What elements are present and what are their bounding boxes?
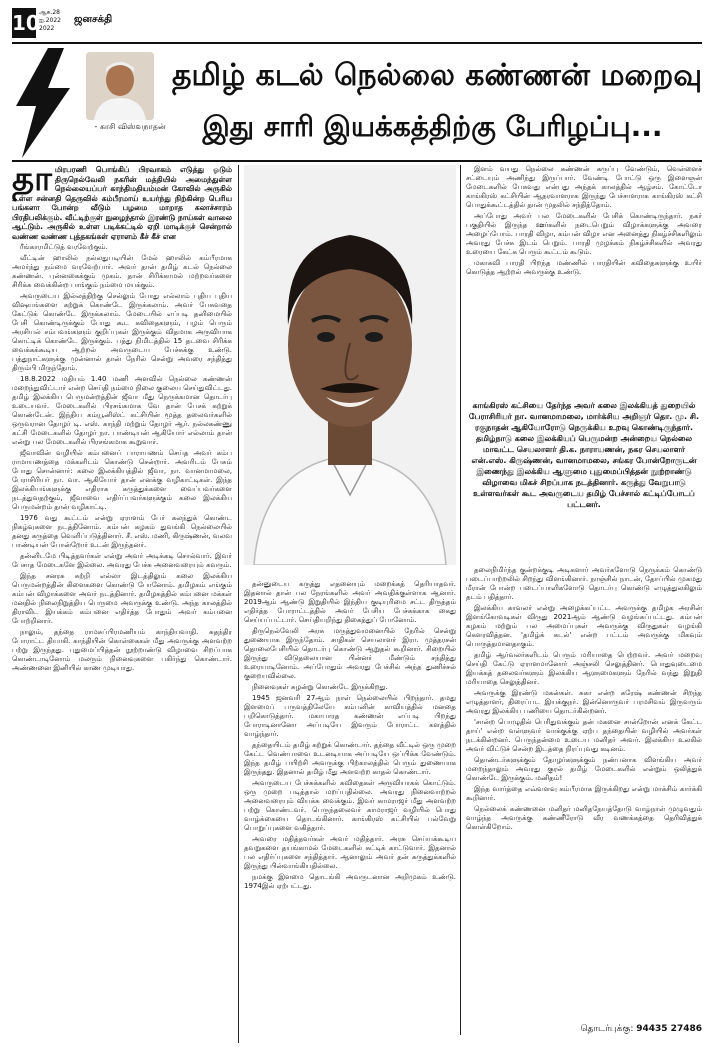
paragraph: நினைவுகள் சுழன்று கொண்டே இருக்கிறது. [252, 683, 388, 691]
contact-label: தொடர்புக்கு: [580, 1024, 634, 1034]
paragraph: நாலும், தந்தை ராமசுப்பிரமணியம் காந்தியவாதி. சுதந்திர போராட்ட தியாகி. காந்தியின் கொள்கைகள் மீது அவருக்கு அளவற்ற பற்று இருந்தது. புதுமைப்பித்தன் நூற்றாண்டு விழாவை சிறப்பாக கொண்டாடினோம் மலரும் நினைவுகளை பகிர்ந்து கொண்டார். அண்ணனை இனியில் காண முடியாது. [12, 628, 232, 672]
paragraph: அவருக்கு இரண்டு மகன்கள். சுகா என்ற சுரேஷ் கண்ணன் சிறந்த எழுத்தாளர், திரைப்பட இயக்குநர். இன்னொருவர் பரமசிவம் இருவரும் அவரது இலக்கிய பணியை தொடர்கின்றனர். [466, 689, 702, 715]
paragraph: தன்னுடைய கருத்து எதனையும் மறைக்கத் தெரியாதவர். இதனால் தான் பல நேரங்களில் அவர் அவதிக்குள்ளாக ஆனார். 2019ஆம் ஆண்டு இறுதியில் இந்திய குடியுரிமை சட்ட திருத்தம் எதிர்த்த போராட்டத்தில் அவர் பேசிய பேச்சுக்காக கைது செய்யப்பட்டார். செய்தியறிந்து திகைத்துப் போனோம். [244, 580, 456, 624]
portrait-photo [244, 165, 456, 565]
paragraph: இளம் வயது நெல்லை கண்ணன் கருப்பு வேண்டும், வெள்ளைச் சட்டையும் அணிந்து இருப்பார். வேண்டி போட்டு ஒரு இளைஞன் மேடைகளில் பேசுவது என்பது அந்தக் காலத்தில் ஆழ்சம். கோட்டோ காங்கிரஸ் கட்சியின் ஆதரவாளராக இருந்து பேச்சாளராக காங்கிரஸ் கட்சி பொதுக்கூட்டத்தில் தான் முதலில் சந்தித்தோம். [466, 165, 702, 209]
paragraph: தந்தையிடம் தமிழ் கற்றுக் கொண்டார். தந்தை வீட்டில் ஒரு முறை கேட்ட வெண்பாவை உடனடியாக அப்படியே ஒப்பிக்க வேண்டும். இந்த தமிழ் பயிற்சி அவருக்கு பிற்காலத்தில் பெரும் துணையாக இருந்தது. இதனால் தமிழ் மீது அளவற்ற காதல் கொண்டார். [244, 741, 456, 776]
paragraph: இந்த வார்த்தை எவ்வளவு கம்பீரமாக இருக்கிறது என்று மாக்சிம் கார்க்கி கூறினார். [466, 785, 702, 802]
article-column-3-bottom [466, 566, 702, 1020]
paragraph: திருநெல்வேலி அரசு மருத்துவமனையில் நேரில் சென்று துணையாக இருந்தோம். சாதிகள் செயலாளர் இரா. முத்தரசன் தொலைபேசியில் தொடர்பு கொண்டு ஆறுதல் கூறினார். சிறையில் இருந்து விடுதலையான பின்னர் மீண்டும் சந்தித்து உரையாடினோம். அப்போதும் அவரது பேச்சில் அந்த துணிச்சல் குறையவில்லை. [244, 627, 456, 680]
paragraph: நமக்கு இளமை தொடங்கி அவருடனான அறிமுகம் உண்டு. 1974இல் ஏற்பட்டது. [244, 873, 456, 890]
paragraph: தமிழ் ஆர்வலர்களிடம் பெரும் மரியாதை பெற்றவர். அவர் மறைவு செய்தி கேட்டு ஏராளமானோர் அஞ்சலி செலுத்தினர். பொதுவுடைமை இயக்கத் தலைவர்களும் இலக்கிய ஆளுமைகளும் நேரில் வந்து இறுதி மரியாதை செலுத்தினர். [466, 651, 702, 686]
paragraph: நெல்லைக் கண்ணனை மனிதர் மனிதநேயத்தோடு வாழ்நாள் முழுவதும் வாழ்ந்த அவருக்கு கண்ணீரோடு வீர வணக்கத்தை தெரிவித்துக் கொள்கிறோம். [466, 805, 702, 831]
column-divider [238, 165, 239, 1043]
paragraph: இந்த சனரசு சுற்றி எல்லா இடத்திலும் கலை இலக்கிய பெருமன்றத்தின் கிளைகளை கொண்டு போனோம். தமிழகம் எங்கும் கம்பன் விழாக்களை அவர் நடத்தினார். தமிழகத்தில் கம்பனை மக்கள் மனதில் நிலைநிறுத்திய பெருமை அவருக்கு உண்டு. அந்த காலத்தில் திராவிட இயக்கம் கம்பனை எதிர்த்த போதும் அவர் கம்பனை போற்றினார். [12, 572, 232, 625]
article-column-2 [244, 580, 456, 1035]
paragraph: வீட்டின் ஹாலில் நல்லதுபடியின் மேல் ஹாலில் கம்பீரமாக அமர்ந்து நம்மை வரவேற்பார். அவர் தான் தமிழ் கடல் நெல்லை கண்ணன். புன்னகைக்கும் முகம். தான் சிரிக்காமல் மற்றவர்களை சிரிக்க வைக்கின்ற பாங்கும் நம்மை மயக்கும். [12, 254, 232, 289]
paragraph: அப்போது அவர் பல மேடைகளில் பேசிக் கொண்டிருந்தார். நகர் பகுதியில் இருந்த ஊர்களில் நடைபெறும் விழாக்களுக்கு அவரை அழைப்போம். பாரதி விழா, கம்பன் விழா என அனைத்து நிகழ்ச்சிகளிலும் அவரது பேச்சு இடம் பெறும். பாரதி முழக்கம் நிகழ்ச்சிகளில் அவரது உரையை கேட்க பெரும் கூட்டம் கூடும். [466, 212, 702, 256]
pull-quote: காங்கிரஸ் கட்சியை தேர்ந்த அவர் கலை இலக்கியத் துறையில் பேராசிரியர் நா. வானமாமலை, மார்க்சிய அறிஞர் தொ. மு. சி. ரகுநாதன் ஆகியோரோடு நெருக்கிய உறவு கொண்டிருந்தார். தமிழ்நாடு கலை இலக்கியப் பெருமன்ற அன்றைய நெல்லை மாவட்ட செயலாளர் தி.க. நாராயணன், நகர செயலாளர் என்.எஸ். கிருஷ்ணன், வானமாமலை, சங்கர போன்றோருடன் இணைந்து இலக்கிய ஆளுமை புதுமைப்பித்தன் நூற்றாண்டு விழாவை மிகச் சிறப்பாக நடத்தினார். கருத்து வேறுபாடு உள்ளவர்கள் கூட அவருடைய தமிழ் பேச்சால் கட்டிப்போடப் பட்டனர். [468, 401, 700, 509]
lead-paragraph: தாமிரபரணி பொங்கிப் பிரவாகம் எடுத்து ஓடும் திருநெல்வேலி நகரின் மத்தியில் அமைந்துள்ள நெல்லையப்பர் காந்திமதியம்மன் கோவில் அருகில் உள்ள சன்னதி தெருவில் கம்பீரமாய் உயர்ந்து நிற்கின்ற பெரிய பங்களா போன்ற வீடும் பழமை மாறாத கலாச்சாரம் பிரதிபலிக்கும். வீட்டிற்குள் நுழைந்தால் இரண்டு நாய்கள் வாலை ஆட்டும். அருகில் உள்ள படிக்கட்டில் ஏறி மாடிக்குச் சென்றால் வண்ண வண்ண புத்தகங்கள் ஏராளம் கீச் கீச் என [12, 165, 232, 241]
paragraph: அவருடைய பேச்சுக்களில் கவிதைகள் அருவியாகக் கொட்டும். ஒரு முறை படித்தால் மறப்பதில்லை. அவரது நினைவாற்றல் அனைவரையும் வியக்க வைக்கும். இவர் காமராஜர் மீது அளவற்ற பற்று கொண்டவர். பெருந்தலைவர் காமராஜர் வழியில் பொது வாழ்க்கையை தொடங்கினார். காங்கிரஸ் கட்சியில் பல்வேறு பொறுப்புகளை வகித்தார். [244, 779, 456, 832]
author-caption: - காசி விஸ்வநாதன் [94, 122, 166, 131]
paragraph: தொண்டர்களுக்கும் தோழர்களுக்கும் நண்பனாக விளங்கிய அவர் மறைந்தாலும் அவரது குரல் தமிழ் மேடைகளில் என்றும் ஒலித்துக் கொண்டே இருக்கும். மனிதம்! [466, 756, 702, 782]
headline-line2: இது சாரி இயக்கத்திற்கு பேரிழப்பு... [202, 110, 663, 143]
article-column-3-top [466, 165, 702, 397]
paragraph: 1945 ஜனவரி 27ஆம் நாள் நெல்லையில் பிறந்தார். தமது இளமைப் பருவத்திலேயே கம்பனின் காவியத்தில் மனதை பறிகொடுத்தார். மகாபாரத கண்ணன் எப்படி பிறந்து போராடினானோ அப்படியே இவரும் போராட்ட களத்தில் வாழ்ந்தார். [244, 694, 456, 738]
paragraph: தலைநிமிர்ந்த குன்றக்குடி அடிகளார் அவர்களோடு நெருக்கம் கொண்டு படைப்பாற்றலில் சிறந்து விளங்கினார். நாஞ்சில் நாடன், தோப்பில் முகமது மீரான் போன்ற படைப்பாளிகளோடு தொடர்பு கொண்டு எழுத்துலகிலும் தடம் பதித்தார். [466, 566, 702, 601]
author-photo [86, 52, 154, 120]
masthead-rule [12, 42, 702, 44]
paragraph: 18.8.2022 மதியம் 1.40 மணி அளவில் நெல்லை கண்ணன் மறைந்துவிட்டார் என்ற செய்தி நம்மை நிலை குலைய செய்துவிட்டது. தமிழ் இலக்கிய பெருமன்றத்தின் ஜீவா மீது நெருக்கமான தொடர்பு உடையவர். மேடைகளில் பிரசங்கமாக வே தான் பேசக் கற்றுக் கொண்டேன். இந்திய கம்யூனிஸ்ட் கட்சியின் மூத்த தலைவர்களில் ஒருவரான தோழர் டி. எஸ். காந்தி மற்றும் தோழர் ஆர். நல்லகண்ணு கட்சி மேடைகளில் தோழர் நா. பாண்டியன் ஆகியோர் எல்லாம் தான் என்று பல மேடைகளில் பிரசங்கமாக கூறுவார். [12, 375, 232, 446]
paragraph: அவரை மதித்தவர்கள் அவர் மதித்தார். அரசு செய்யக்கூடிய தவறுகளை தயங்காமல் மேடைகளில் சுட்டிக் காட்டுவார். இதனால் பல எதிர்ப்புகளை சந்தித்தார். ஆனாலும் அவர் தன் கருத்துக்களில் இருந்து பின்வாங்கியதில்லை. [244, 835, 456, 870]
paragraph: 'சான்ற பொழுதில் பெரிதுவக்கும் தன் மகனை சான்றோன் எனக் கேட்ட தாய்' என்ற வள்ளுவர் வாக்குக்கு ஏற்ப தந்தையின் வழியில் அவர்கள் நடக்கின்றனர். பெருந்தன்மை உடைய மனிதர் அவர். இலக்கிய உலகில் அவர் விட்டுச் சென்ற இடத்தை நிரப்புவது கடினம். [466, 718, 702, 753]
paragraph: இலக்கிய காவலர் என்று அழைக்கப்பட்ட அவருக்கு தமிழக அரசின் இளங்கோவடிகள் விருது 2021ஆம் ஆண்டு வழங்கப்பட்டது. கம்பன் கழகம் மற்றும் பல அமைப்புகள் அவருக்கு விருதுகள் வழங்கி கௌரவித்தன. 'தமிழ்க் கடல்' என்ற பட்டம் அவருக்கு மிகவும் பொருத்தமானதாகும். [466, 604, 702, 648]
lightning-bolt-icon [8, 48, 78, 158]
paragraph: 1976 வது கூட்டம் என்று ஏராளம் பேர் கலந்துக் கொண்ட நிகழ்வுகளை நடத்தினோம். கம்பன் கழகம் துவங்கி நெல்லையில் தனது கருத்தை வெளிப்படுத்தினார். சீ. எஸ். மணி, கிருஷ்ணன், வலவ பாண்டியன் போன்றோர் உடன் இருந்தனர். [12, 514, 232, 549]
drop-cap: தா [12, 165, 52, 199]
headline-rule [12, 160, 702, 162]
article-column-1 [12, 165, 232, 1043]
contact-phone: 94435 27486 [636, 1024, 702, 1034]
paragraph: ஜீவாவின் வழியில் கம்பனைப் பாராயணம் செய்த அவர் கம்ப ராமாயணத்தை மக்களிடம் கொண்டு சென்றார். அவரிடம் பேசும் போது சொன்னார்: கலை இலக்கியத்தில் ஜீவா, நா. வானமாமலை, பேராசிரியர் நா. வா. ஆகியோர் தான் எனக்கு வழிகாட்டிகள். இந்த இலக்கியங்களுக்கு எதிராக கருத்துக்களை வைப்பவர்களை நடத்துவதற்கும், ஜீவாவை எதிர்ப்பவர்களுக்கும் கலை இலக்கிய பெருமன்றம் தான் வழிகாட்டி. [12, 449, 232, 511]
contact-line [540, 1024, 702, 1035]
issue-date: ஆக.28 ஐ.2022 2022 [39, 9, 61, 32]
paragraph: தன்னிடமே பிடித்தவர்கள் என்று அவர் அடிக்கடி சொல்வார். இவர் பேசாத மேடைகளே இல்லை. அவரது பேச்சு அனைவரையும் கவரும். [12, 552, 232, 569]
page-number: 10 [12, 8, 36, 38]
paragraph: ரீங்காரமிட்டுத் வரவேற்கும். [20, 243, 108, 251]
masthead [12, 8, 702, 52]
paragraph: அவருடைய இல்லத்திற்கு செல்லும் போது எல்லாம் புதிய புதிய விஷயங்களை கற்றுக் கொண்டே இருக்கலாம். அவர் பேசுவதை கேட்டுக் கொண்டே இருக்கலாம். மேடையில் எப்படி தனிமையில் பேசி கொண்டிருக்கும் போது கூட கவிதைகளும், பழம் பெரும் அரசியல் சம்பவங்களும் குறிப்புகள் இருக்கும் விதமாக அருவியாக கொட்டிக் கொண்டே இருக்கும். பத்து நிமிடத்தில் 15 தடவை சிரிக்க வைக்கக்கூடிய ஆற்றல் அவருடைய பேச்சுக்கு உண்டு. பத்துநாட்களுக்கு முன்னால் தான் நேரில் சென்று அவரை சந்தித்து திரும்பி மிருந்தோம். [12, 292, 232, 372]
headline-line1: தமிழ் கடல் நெல்லை கண்ணன் மறைவு [172, 58, 703, 93]
paper-name: ஜனசக்தி [74, 14, 113, 25]
paragraph: மகாகவி பாரதி பிறந்த மண்ணில் பாரதியின் கவிதைகளுக்கு உயிர் கொடுத்த ஆற்றல் அவருக்கு உண்டு. [466, 259, 702, 276]
column-divider [460, 165, 461, 1035]
